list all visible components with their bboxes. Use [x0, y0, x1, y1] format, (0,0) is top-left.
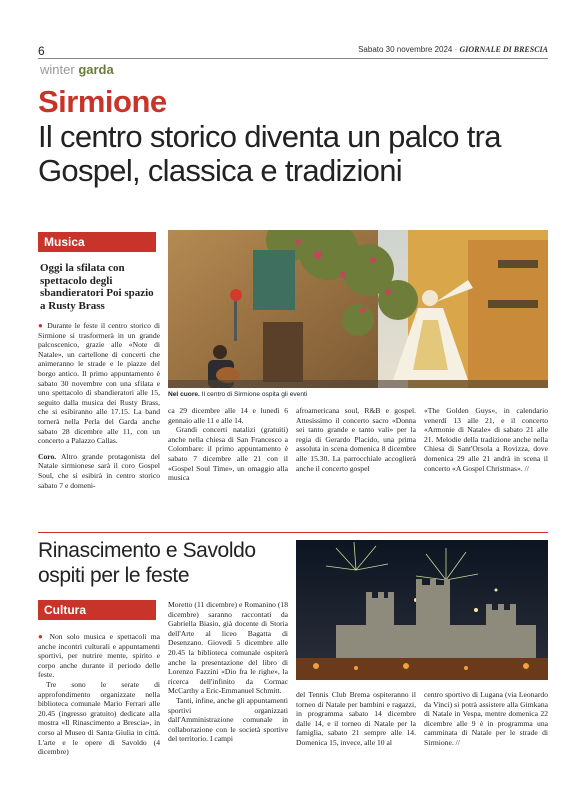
article1-column-3 — [296, 406, 416, 473]
caption-lead: Nel cuore. — [168, 391, 200, 398]
caption-text: Il centro di Sirmione ospita gli eventi — [201, 391, 308, 398]
article2-col3-text: del Tennis Club Brema ospiteranno il torneo di Natale per bambini e ragazzi, in programma sabato 14 dicembre dalle 14, e il torneo di Natale per la famiglia, sabato 21 sempre alle 14. Domenica 15, invece, alle 10 al — [296, 690, 416, 747]
page-date-line — [358, 45, 548, 54]
article1-col3-text: afroamericana soul, R&B e gospel. Attesissimo il concerto sacro «Donna sei tanto grande e tanto vali» per la regia di Gerardo Placido, una prima assoluta in scena domenica 8 dicembre alle 15.30. La parrocchiale accoglierà anche il concerto gospel — [296, 406, 416, 473]
photo-illustration — [168, 230, 548, 388]
photo-caption — [168, 391, 307, 398]
article2-column-3 — [296, 690, 416, 748]
tag-musica: Musica — [38, 232, 156, 252]
section-label — [40, 62, 114, 77]
bullet-icon: ● — [38, 321, 45, 330]
header-rule — [38, 58, 548, 59]
article2-column-2 — [168, 600, 288, 744]
section-name: garda — [78, 62, 114, 77]
bullet-icon: ● — [38, 632, 46, 641]
article2-headline: Rinascimento e Savoldo ospiti per le feste — [38, 539, 256, 587]
issue-date: Sabato 30 novembre 2024 — [358, 45, 453, 54]
article2-column-4 — [424, 690, 548, 748]
article1-col4-text: «The Golden Guys», in calendario venerdì 13 alle 21, e il concerto «Armonie di Natale» di sabato 21 alle 21. Melodie della tradizione anche nella Chiesa di Sant'Orsola a Rovizza, dove domenica 29 alle 21 andrà in scena il concerto «A Gospel Christmas». // — [424, 406, 548, 473]
page-header — [38, 44, 548, 58]
article-kicker: Sirmione — [38, 84, 167, 119]
photo-sirmione-street — [168, 230, 548, 388]
article2-col2-text: Moretto (11 dicembre) e Romanino (18 dicembre) saranno raccontati da Gabriella Biasio, già docente di Storia dell'Arte al liceo Bagatta di Desenzano. Giovedì 5 dicembre alle 20.45 la biblioteca comunale ospiterà anche la presentazione del libro di Lorenzo Fazzini «Dio fra le righe», la ricerca dell'infinito da Cormac McCarthy a Eric-Emmanuel Schmitt. — [168, 600, 288, 696]
article2-col4-text: centro sportivo di Lugana (via Leonardo da Vinci) si potrà assistere alla Gimkana di Natale in Vespa, mentre domenica 22 dicembre alle 9 è in programma una camminata di Natale per le strade di Sirmione. // — [424, 690, 548, 747]
article2-col1-text: Non solo musica e spettacoli ma anche incontri culturali e appuntamenti sportivi, per nutrire mente, spirito e corpo anche durante il periodo delle feste. — [38, 632, 160, 680]
article1-col1-text: Durante le feste il centro storico di Sirmione si trasformerà in un grande palcoscenico, grazie alle «Note di Natale», un cartellone di concerti che animeranno le strade e le piazze del borgo antico. Il primo appuntamento è sabato 30 novembre con una sfilata e uno spettacolo di sbandieratori alle 15, seguito dalla musica dei Rusty Brass, che si esibiranno alle 17.15. La band tornerà nella Perla del Garda anche sabato 28 dicembre alle 11, con un concerto a Palazzo Callas. — [38, 321, 160, 446]
page-number: 6 — [38, 44, 45, 58]
tag-cultura: Cultura — [38, 600, 156, 620]
photo-illustration — [296, 540, 548, 680]
separator: · — [454, 45, 458, 54]
article-headline: Il centro storico diventa un palco tra Gospel, classica e tradizioni — [38, 119, 501, 188]
article1-col2-text: ca 29 dicembre alle 14 e lunedì 6 gennaio alle 11 e alle 14. — [168, 406, 288, 425]
article2-col1b-text: Tre sono le serate di approfondimento organizzate nella biblioteca comunale Mario Ferrari alle 20.45 (ingresso gratuito) dedicate alla mostra «Il Rinascimento a Brescia», in corso al Museo di Santa Giulia in città. L'arte e le opere di Savoldo (4 dicembre) — [38, 679, 160, 757]
article2-col2b-text: Tanti, infine, anche gli appuntamenti sportivi organizzati dall'Amministrazione comunale in collaborazione con le società sportive del territorio. I campi — [168, 695, 288, 744]
publication-name: GIORNALE DI BRESCIA — [459, 45, 548, 54]
section-prefix: winter — [40, 62, 75, 77]
article1-column-2 — [168, 406, 288, 483]
article1-col1b-text: Altro grande protagonista del Natale sirmionese sarà il coro Gospel Soul, che si esibirà in centro storico sabato 7 e domeni- — [38, 451, 161, 490]
article1-column-1 — [38, 321, 160, 490]
paragraph-lead: Coro. — [38, 451, 57, 461]
article1-col2b-text: Grandi concerti natalizi (gratuiti) anche nella chiesa di San Francesco a Colombare: il primo appuntamento è sabato 7 dicembre alle 21 con il «Gospel Soul Time», un omaggio alla musica — [168, 425, 288, 483]
article-subhead: Oggi la sfilata con spettacolo degli sbandieratori Poi spazio a Rusty Brass — [40, 262, 154, 312]
article2-column-1 — [38, 632, 160, 757]
article1-column-4 — [424, 406, 548, 473]
photo-castle-fireworks — [296, 540, 548, 680]
article-divider — [38, 532, 548, 533]
